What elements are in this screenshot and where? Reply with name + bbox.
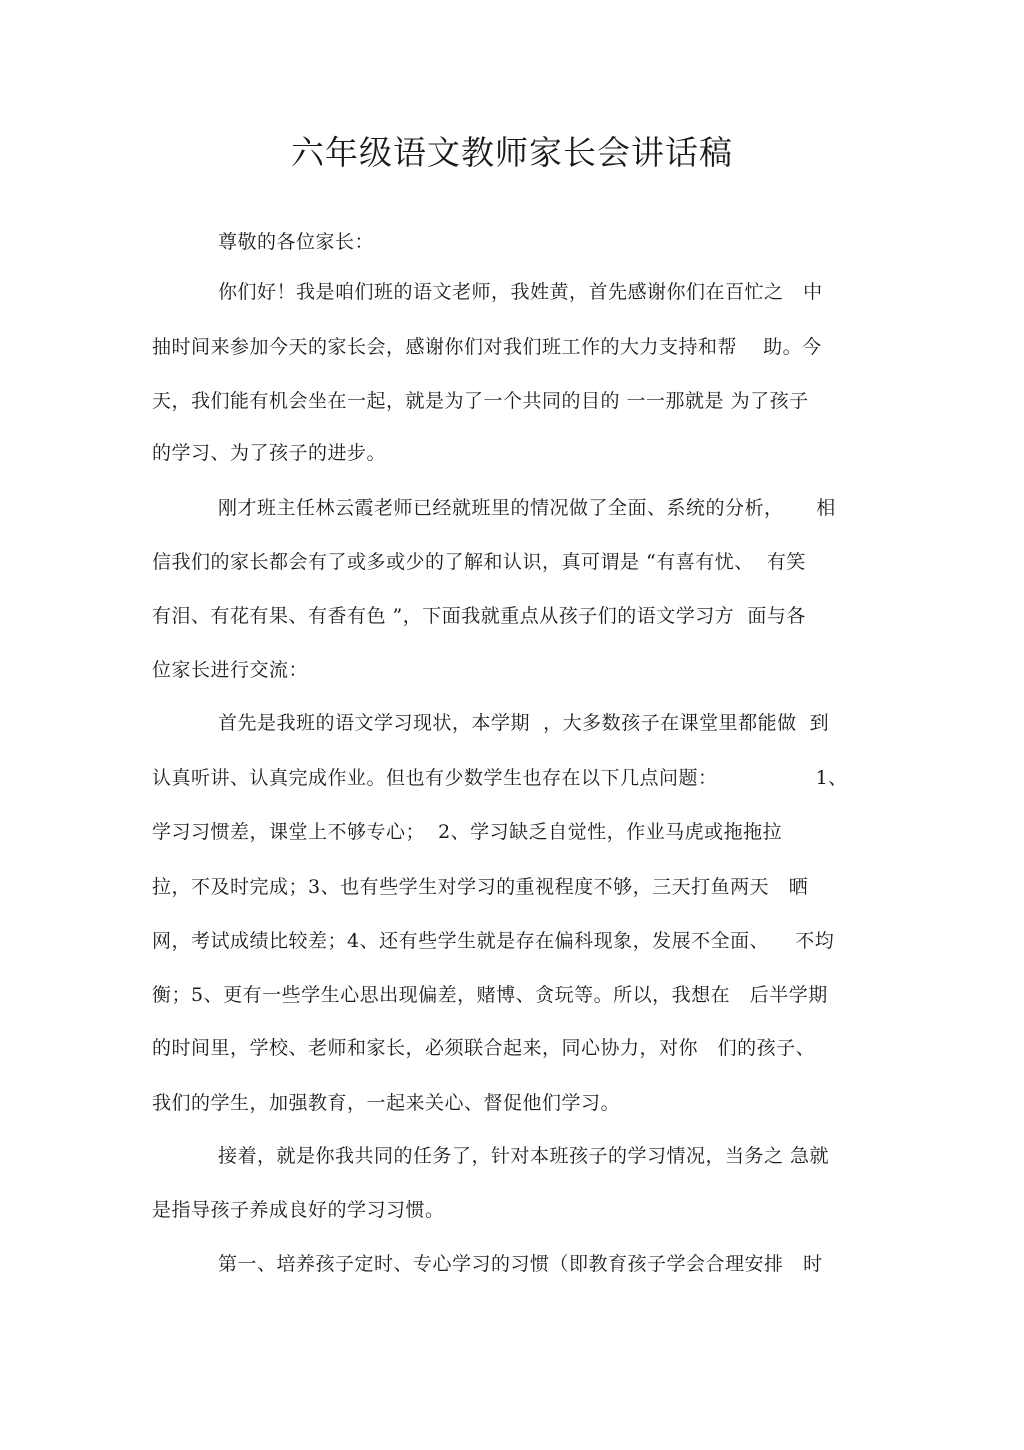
paragraph-line: 认真听讲、认真完成作业。但也有少数学生也存在以下几点问题： 1、	[152, 767, 848, 789]
paragraph-line: 天，我们能有机会坐在一起，就是为了一个共同的目的 一一那就是 为了孩子	[152, 390, 809, 412]
document-title: 六年级语文教师家长会讲话稿	[291, 133, 733, 172]
paragraph-line: 你们好！我是咱们班的语文老师，我姓黄，首先感谢你们在百忙之 中	[218, 281, 823, 303]
paragraph-line: 首先是我班的语文学习现状，本学期 ，大多数孩子在课堂里都能做 到	[218, 712, 830, 734]
paragraph-line: 的学习、为了孩子的进步。	[152, 442, 387, 464]
paragraph-line: 接着，就是你我共同的任务了，针对本班孩子的学习情况，当务之 急就	[218, 1145, 830, 1167]
paragraph-line: 尊敬的各位家长：	[218, 231, 375, 253]
paragraph-line: 抽时间来参加今天的家长会，感谢你们对我们班工作的大力支持和帮 助。今	[152, 336, 822, 358]
paragraph-line: 有泪、有花有果、有香有色 ”，下面我就重点从孩子们的语文学习方 面与各	[152, 605, 806, 627]
paragraph-line: 衡；5、更有一些学生心思出现偏差，赌博、贪玩等。所以，我想在 后半学期	[152, 984, 828, 1006]
paragraph-line: 我们的学生，加强教育，一起来关心、督促他们学习。	[152, 1092, 621, 1114]
paragraph-line: 网，考试成绩比较差；4、还有些学生就是存在偏科现象，发展不全面、 不均	[152, 930, 835, 952]
paragraph-line: 位家长进行交流：	[152, 659, 309, 681]
paragraph-line: 信我们的家长都会有了或多或少的了解和认识，真可谓是 “有喜有忧、 有笑	[152, 551, 806, 573]
paragraph-line: 第一、培养孩子定时、专心学习的习惯（即教育孩子学会合理安排 时	[218, 1253, 823, 1275]
paragraph-line: 刚才班主任林云霞老师已经就班里的情况做了全面、系统的分析， 相	[218, 497, 836, 519]
paragraph-line: 拉，不及时完成；3、也有些学生对学习的重视程度不够，三天打鱼两天 晒	[152, 876, 809, 898]
paragraph-line: 是指导孩子养成良好的学习习惯。	[152, 1199, 445, 1221]
paragraph-line: 学习习惯差，课堂上不够专心； 2、学习缺乏自觉性，作业马虎或拖拖拉	[152, 821, 783, 843]
paragraph-line: 的时间里，学校、老师和家长，必须联合起来，同心协力，对你 们的孩子、	[152, 1037, 816, 1059]
